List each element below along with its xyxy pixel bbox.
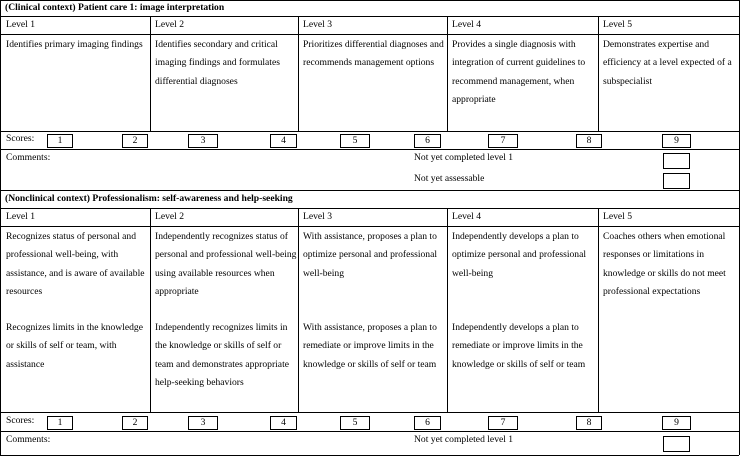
row-divider (0, 34, 739, 35)
comments-label: Comments: (6, 152, 51, 163)
score-box-7[interactable]: 7 (488, 416, 518, 430)
level-header: Level 5 (603, 211, 633, 222)
level-header: Level 1 (6, 19, 36, 30)
score-box-1[interactable]: 1 (47, 134, 73, 148)
score-box-5[interactable]: 5 (340, 134, 370, 148)
level-header: Level 1 (6, 211, 36, 222)
score-box-3[interactable]: 3 (188, 134, 218, 148)
row-divider (0, 412, 739, 413)
score-box-4[interactable]: 4 (270, 134, 297, 148)
column-divider (150, 16, 151, 131)
level-header: Level 4 (452, 211, 482, 222)
score-box-4[interactable]: 4 (270, 416, 297, 430)
level-description: With assistance, proposes a plan to remediate or improve limits in the knowledge or skills of self or team (303, 322, 437, 370)
score-box-1[interactable]: 1 (47, 416, 73, 430)
not-completed-checkbox[interactable] (663, 436, 690, 452)
not-completed-label: Not yet completed level 1 (414, 152, 514, 163)
score-box-2[interactable]: 2 (122, 134, 148, 148)
column-divider (447, 208, 448, 412)
score-box-8[interactable]: 8 (576, 416, 602, 430)
not-completed-checkbox[interactable] (663, 153, 690, 169)
score-box-3[interactable]: 3 (188, 416, 218, 430)
table-border (0, 0, 1, 455)
row-divider (0, 149, 739, 150)
row-divider (0, 226, 739, 227)
column-divider (298, 208, 299, 412)
level-description: Independently recognizes limits in the knowledge or skills of self or team and demonstrates appropriate help-seeking behaviors (155, 322, 289, 388)
score-box-9[interactable]: 9 (662, 416, 691, 430)
score-box-6[interactable]: 6 (414, 134, 441, 148)
score-box-9[interactable]: 9 (662, 134, 691, 148)
column-divider (598, 208, 599, 412)
score-box-7[interactable]: 7 (488, 134, 518, 148)
section-title: (Clinical context) Patient care 1: image interpretation (5, 2, 225, 13)
level-description: Independently recognizes status of personal and professional well-being using available resources when appropriate (155, 231, 297, 297)
level-header: Level 2 (155, 19, 185, 30)
column-divider (447, 16, 448, 131)
column-divider (150, 208, 151, 412)
level-header: Level 2 (155, 211, 185, 222)
level-description: Independently develops a plan to remediate or improve limits in the knowledge or skills of self or team (452, 322, 586, 370)
level-description: With assistance, proposes a plan to optimize personal and professional well-being (303, 231, 438, 279)
level-description: Coaches others when emotional responses or limitations in knowledge or skills do not meet professional expectations (603, 231, 726, 297)
score-box-6[interactable]: 6 (414, 416, 441, 430)
level-header: Level 3 (303, 211, 333, 222)
level-header: Level 4 (452, 19, 482, 30)
scores-label: Scores: (6, 133, 35, 144)
section-title: (Nonclinical context) Professionalism: self-awareness and help-seeking (5, 193, 293, 204)
not-assessable-label: Not yet assessable (414, 173, 485, 184)
level-description: Prioritizes differential diagnoses and recommends management options (303, 39, 444, 69)
score-box-2[interactable]: 2 (122, 416, 148, 430)
not-completed-label: Not yet completed level 1 (414, 434, 514, 445)
score-box-5[interactable]: 5 (340, 416, 370, 430)
level-description: Identifies secondary and critical imaging findings and formulates differential diagnoses (155, 39, 280, 87)
row-divider (0, 131, 739, 132)
not-assessable-checkbox[interactable] (663, 173, 690, 189)
row-divider (0, 431, 739, 432)
comments-label: Comments: (6, 434, 51, 445)
column-divider (598, 16, 599, 131)
level-description: Recognizes limits in the knowledge or skills of self or team, with assistance (6, 322, 143, 370)
level-description: Provides a single diagnosis with integration of current guidelines to recommend management, when appropriate (452, 39, 586, 105)
level-description: Independently develops a plan to optimize personal and professional well-being (452, 231, 587, 279)
level-description: Demonstrates expertise and efficiency at a level expected of a subspecialist (603, 39, 732, 87)
scores-label: Scores: (6, 415, 35, 426)
score-box-8[interactable]: 8 (576, 134, 602, 148)
level-header: Level 5 (603, 19, 633, 30)
column-divider (298, 16, 299, 131)
level-header: Level 3 (303, 19, 333, 30)
level-description: Recognizes status of personal and professional well-being, with assistance, and is aware of available resources (6, 231, 145, 297)
level-description: Identifies primary imaging findings (6, 39, 143, 50)
